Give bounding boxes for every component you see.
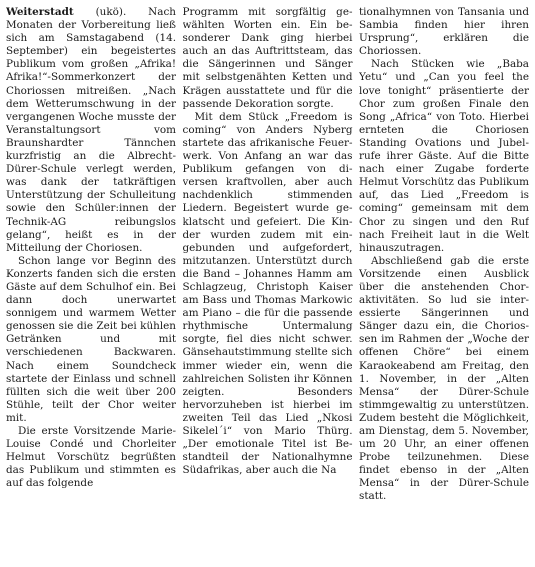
- article-paragraph: Die erste Vorsitzende Marie-Louise Condé und Chorleiter Helmut Vorschütz begrüßten das Publikum und stimmten es auf das folgende: [6, 425, 176, 490]
- article-paragraph: Nach Stücken wie „Baba Yetu“ und „Can you feel the love tonight“ präsentierte der Chor zum großen Finale den Song „Africa“ von Toto. Hierbei ernteten die Choriosen Standing Ovations und Jubelrufe ihrer Gäste. Auf die Bitte nach einer Zugabe forderte Helmut Vorschütz das Publikum auf, das Lied „Freedom is coming“ gemeinsam mit dem Chor zu singen und den Ruf nach Freiheit laut in die Welt hinauszutragen.: [359, 58, 529, 254]
- article-paragraph: Schon lange vor Beginn des Konzerts fanden sich die ersten Gäste auf dem Schulhof ein. Bei dann doch unerwartet sonnigem und warmem Wetter genossen sie die Zeit bei kühlen Getränken und mit verschiedenen Backwaren. Nach einem Soundcheck startete der Einlass und schnell füllten sich die weit über 200 Stühle, teilt der Chor weiter mit.: [6, 254, 176, 424]
- article-paragraph: Mit dem Stück „Freedom is coming“ von Anders Nyberg startete das afrikanische Feuerwerk. Von Anfang an war das Publikum gefangen von diversen kraftvollen, aber auch nachdenklich stimmenden Liedern. Begeistert wurde geklatscht und gefeiert. Die Kinder wurden zudem mit eingebunden und aufgefordert, mitzutanzen. Unterstützt durch die Band – Johannes Hamm am Schlagzeug, Christoph Kaiser am Bass und Thomas Markowic am Piano – die für die passende rhythmische Untermalung sorgte, fiel dies nicht schwer. Gänsehautstimmung stellte sich immer wieder ein, wenn die zahlreichen Solisten ihr Können zeigten. Besonders hervorzuheben ist hierbei im zweiten Teil das Lied „Nkosi Sikelel´i“ von Mario Thürg. „Der emotionale Titel ist Bestandteil der Nationalhymne Südafrikas, aber auch die Na: [182, 110, 353, 477]
- article-paragraph: tionalhymnen von Tansania und Sambia finden hier ihren Ursprung“, erklären die Choriossen.: [359, 6, 529, 58]
- article-column-1: [6, 6, 176, 561]
- dateline: Weiterstadt: [6, 6, 74, 18]
- article-paragraph: Programm mit sorgfältig gewählten Worten ein. Ein besonderer Dank ging hierbei auch an das Auftrittsteam, das die Sängerinnen und Sänger mit selbstgenähten Ketten und Krägen ausstattete und für die passende Dekoration sorgte.: [182, 6, 353, 110]
- paragraph-text: (ukö). Nach Monaten der Vorbereitung ließ sich am Samstagabend (14. September) ein begeistertes Publikum vom großen „Afrika! Afrika!“-Sommerkonzert der Choriossen mitreißen. „Nach dem Wetterumschwung in der vergangenen Woche musste der Veranstaltungsort vom Braunshardter Tännchen kurzfristig an die Albrecht-Dürer-Schule verlegt werden, was dank der tatkräftigen Unterstützung der Schulleitung sowie den Schüler:innen der Technik-AG reibungslos gelang“, heißt es in der Mitteilung der Choriosen.: [6, 6, 176, 254]
- article-paragraph: [6, 6, 176, 255]
- article-column-3: [359, 6, 529, 561]
- newspaper-article: [6, 6, 529, 561]
- article-paragraph: Abschließend gab die erste Vorsitzende einen Ausblick über die anstehenden Choraktivitäten. So lud sie interessierte Sängerinnen und Sänger dazu ein, die Choriossen im Rahmen der „Woche der offenen Chöre“ bei einem Karaokeabend am Freitag, den 1. November, in der „Alten Mensa“ der Dürer-Schule stimmgewaltig zu unterstützen. Zudem besteht die Möglichkeit, am Dienstag, dem 5. November, um 20 Uhr, an einer offenen Probe teilzunehmen. Diese findet ebenso in der „Alten Mensa“ in der Dürer-Schule statt.: [359, 254, 529, 503]
- article-column-2: [183, 6, 353, 561]
